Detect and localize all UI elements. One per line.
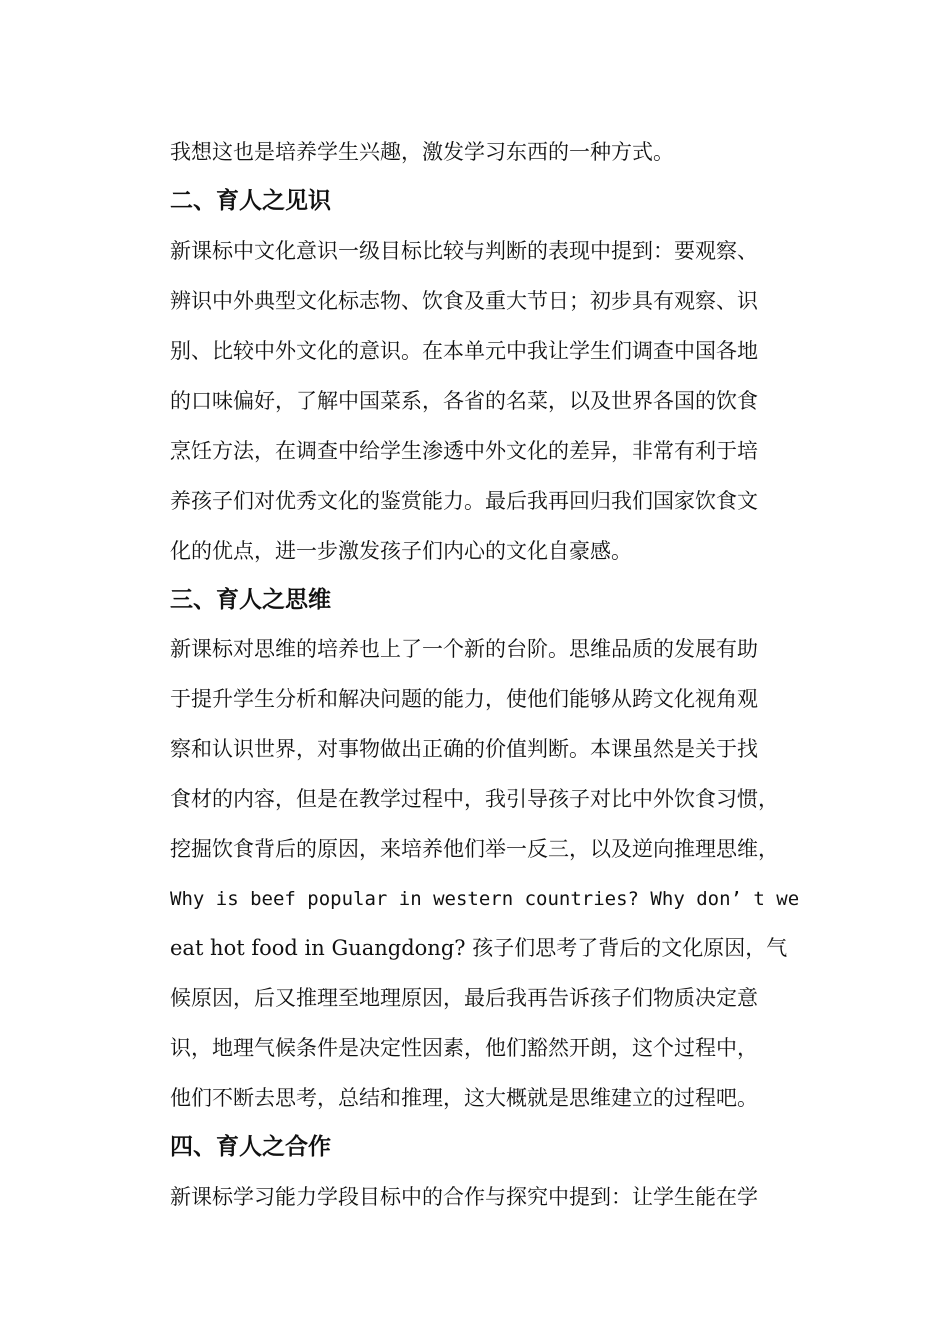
paragraph-line: 辨识中外典型文化标志物、饮食及重大节日；初步具有观察、识 (170, 289, 758, 313)
paragraph-line: 食材的内容，但是在教学过程中，我引导孩子对比中外饮食习惯， (170, 787, 779, 811)
paragraph-line: eat hot food in Guangdong? 孩子们思考了背后的文化原因，气 (170, 936, 788, 960)
paragraph-line: 新课标学习能力学段目标中的合作与探究中提到：让学生能在学 (170, 1185, 758, 1209)
paragraph-line: 候原因，后又推理至地理原因，最后我再告诉孩子们物质决定意 (170, 986, 758, 1010)
paragraph-line: 化的优点，进一步激发孩子们内心的文化自豪感。 (170, 539, 632, 563)
section-heading: 四、育人之合作 (170, 1134, 331, 1160)
paragraph-line: 挖掘饮食背后的原因，来培养他们举一反三，以及逆向推理思维， (170, 837, 779, 861)
paragraph-line: 于提升学生分析和解决问题的能力，使他们能够从跨文化视角观 (170, 687, 758, 711)
paragraph-line: 的口味偏好，了解中国菜系，各省的名菜，以及世界各国的饮食 (170, 389, 758, 413)
paragraph-line: 养孩子们对优秀文化的鉴赏能力。最后我再回归我们国家饮食文 (170, 489, 758, 513)
paragraph-line: 烹饪方法，在调查中给学生渗透中外文化的差异，非常有利于培 (170, 439, 758, 463)
paragraph-line: 别、比较中外文化的意识。在本单元中我让学生们调查中国各地 (170, 339, 758, 363)
paragraph-line: 新课标对思维的培养也上了一个新的台阶。思维品质的发展有助 (170, 637, 758, 661)
section-heading: 三、育人之思维 (170, 587, 331, 613)
paragraph-line: 他们不断去思考，总结和推理，这大概就是思维建立的过程吧。 (170, 1086, 758, 1110)
paragraph-line: 我想这也是培养学生兴趣，激发学习东西的一种方式。 (170, 140, 674, 164)
paragraph-line: 新课标中文化意识一级目标比较与判断的表现中提到：要观察、 (170, 239, 758, 263)
paragraph-line: 察和认识世界，对事物做出正确的价值判断。本课虽然是关于找 (170, 737, 758, 761)
paragraph-line: Why is beef popular in western countries? Why don’ t we (170, 888, 800, 910)
section-heading: 二、育人之见识 (170, 188, 331, 214)
paragraph-line: 识，地理气候条件是决定性因素，他们豁然开朗，这个过程中， (170, 1036, 758, 1060)
